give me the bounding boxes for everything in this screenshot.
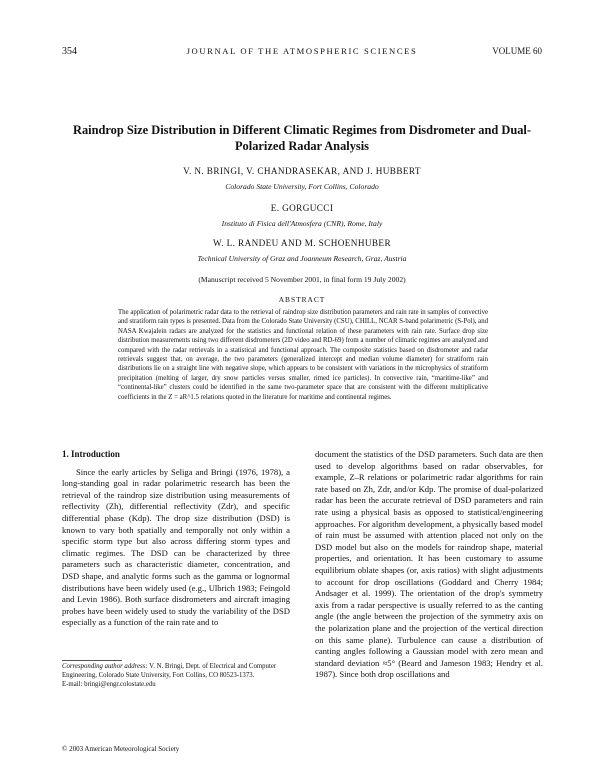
intro-paragraph-left: Since the early articles by Seliga and Bringi (1976, 1978), a long-standing goal in radar polarimetric research has been the retrieval of the raindrop size distribution using measurements of reflectivity (Zh), differential reflectivity (Zdr), and specific differential phase (Kdp). The drop size distribution (DSD) is known to vary both spatially and temporally not only within a specific storm type but also across differing storm types and climatic regimes. The DSD can be characterized by three parameters such as characteristic diameter, concentration, and DSD shape, and analytic forms such as the gamma or lognormal distributions have been widely used (e.g., Ulbrich 1983; Feingold and Levin 1986). Both surface disdrometers and aircraft imaging probes have been widely used to study the variability of the DSD especially as a function of the rain rate and to (62, 466, 290, 628)
footnote-email: E-mail: bringi@engr.colostate.edu (62, 681, 156, 688)
page-number: 354 (62, 46, 77, 57)
footnote (62, 662, 290, 689)
author-names: W. L. RANDEU AND M. SCHOENHUBER (213, 238, 391, 248)
author-institution: Technical University of Graz and Joanneum Research, Graz, Austria (197, 254, 407, 263)
footnote-label: Corresponding author address: (62, 663, 148, 670)
affiliation-block-3 (62, 238, 542, 263)
volume-label: VOLUME 60 (492, 46, 542, 56)
section-heading: 1. Introduction (62, 449, 120, 459)
journal-name: JOURNAL OF THE ATMOSPHERIC SCIENCES (186, 46, 418, 56)
intro-paragraph-right: document the statistics of the DSD parameters. Such data are then used to develop algorithms based on radar observables, for example, Z–R relations or polarimetric radar algorithms for rain rate based on Zh, Zdr, and/or Kdp. The promise of dual-polarized radar has been the accurate retrieval of DSD parameters and rain rate using a physical basis as opposed to statistical/engineering approaches. For algorithm development, a physically based model of rain must be assumed with attention placed not only on the DSD model but also on the models for raindrop shape, material properties, and orientation. It has been customary to assume equilibrium oblate shapes (or, axis ratios) with slight adjustments to account for drop oscillations (Goddard and Cherry 1984; Andsager et al. 1999). The orientation of the drop's symmetry axis from a radar perspective is usually referred to as the canting angle (the angle between the projection of the symmetry axis on the polarization plane and the projection of the vertical direction on this same plane). Turbulence can cause a distribution of canting angles following a Gaussian model with zero mean and standard deviation ≈5° (Beard and Jameson 1983; Hendry et al. 1987). Since both drop oscillations and (315, 449, 543, 680)
author-institution: Instituto di Fisica dell'Atmosfera (CNR), Rome, Italy (221, 219, 383, 228)
running-head (62, 46, 542, 60)
paper-title: Raindrop Size Distribution in Different Climatic Regimes from Disdrometer and Dual-Polarized Radar Analysis (73, 123, 531, 153)
abstract-heading: ABSTRACT (278, 295, 326, 304)
abstract-text: The application of polarimetric radar data to the retrieval of raindrop size distribution parameters and rain rate in samples of convective and stratiform rain types is presented. Data from the Colorado State University (CSU), CHILL, NCAR S-band polarimetric (S-Pol), and NASA Kwajalein radars are analyzed for the statistics and functional relation of these parameters with rain rate. Surface drop size distribution measurements using two different disdrometers (2D video and RD-69) from a number of climatic regimes are analyzed and compared with the radar retrievals in a statistical and functional approach. The composite statistics based on disdrometer and radar retrievals suggest that, on average, the two parameters (generalized intercept and median volume diameter) for stratiform rain distributions lie on a straight line with negative slope, which appears to be consistent with variations in the microphysics of stratiform precipitation (melting of larger, dry snow particles versus smaller, rimed ice particles). In convective rain, “maritime-like” and “continental-like” clusters could be identified in the same two-parameter space that are consistent with the different multiplicative coefficients in the Z = aR^1.5 relations quoted in the literature for maritime and continental regimes. (118, 309, 488, 401)
affiliation-block-1 (62, 166, 542, 191)
manuscript-received: (Manuscript received 5 November 2001, in final form 19 July 2002) (198, 275, 406, 284)
footnote-address: V. N. Bringi, Dept. of Electrical and Computer Engineering, Colorado State University, Fort Collins, CO 80523-1373. (62, 663, 277, 679)
copyright-notice: © 2003 American Meteorological Society (62, 745, 180, 753)
affiliation-block-2 (62, 203, 542, 228)
right-column (315, 449, 543, 681)
author-names: V. N. BRINGI, V. CHANDRASEKAR, AND J. HUBBERT (183, 166, 421, 176)
author-institution: Colorado State University, Fort Collins, Colorado (225, 182, 379, 191)
author-names: E. GORGUCCI (270, 203, 334, 213)
left-column (62, 449, 290, 629)
footnote-divider (62, 660, 122, 661)
